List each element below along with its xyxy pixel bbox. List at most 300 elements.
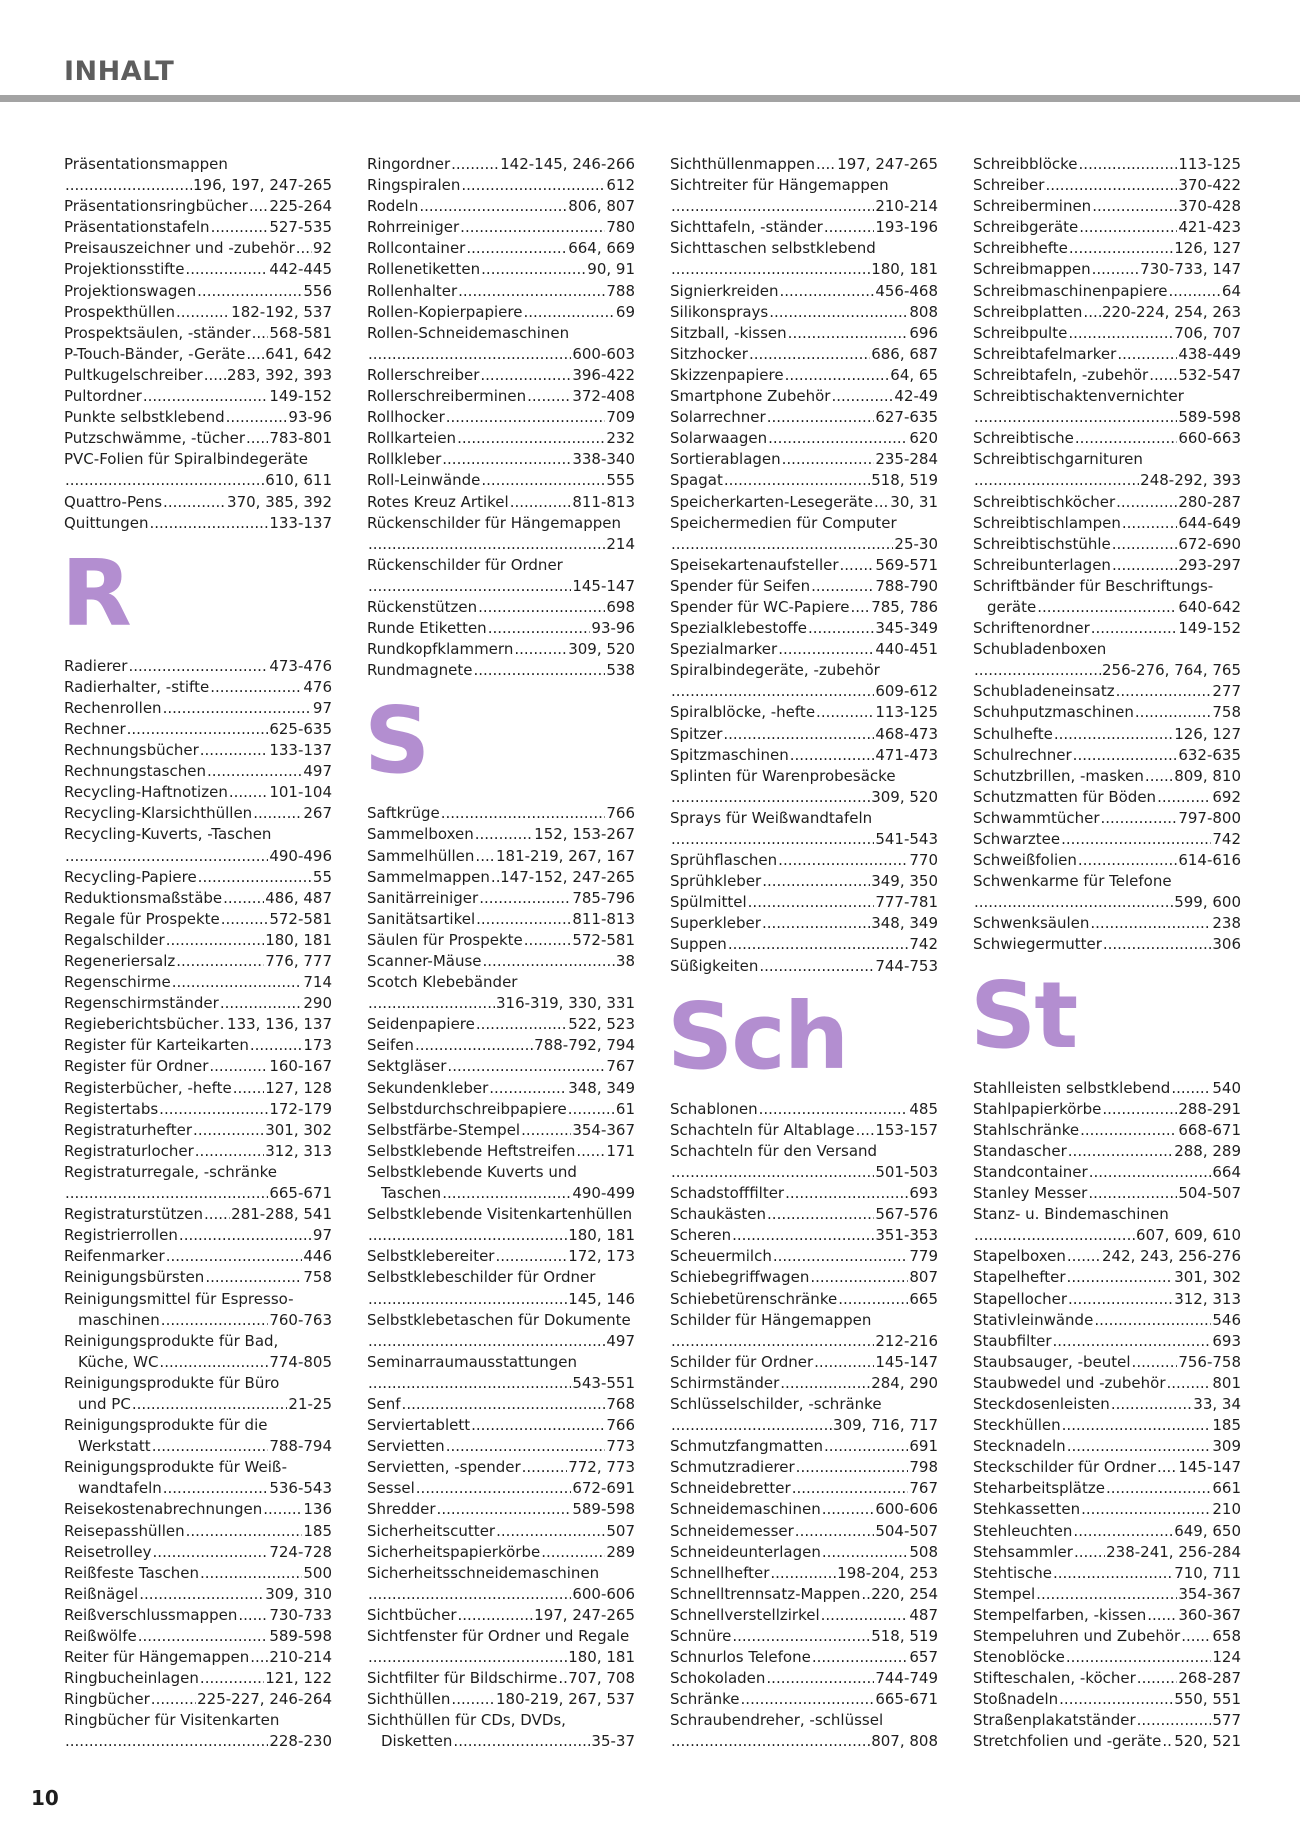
entry-leader-dots <box>576 1141 605 1162</box>
entry-pages: 90, 91 <box>587 260 635 279</box>
entry-line <box>973 808 1241 829</box>
entry-pages: 485 <box>909 1099 938 1118</box>
entry-line <box>64 1626 332 1647</box>
entry-leader-dots <box>163 492 226 513</box>
entry-term: Seminarraumausstattungen <box>367 1352 578 1371</box>
entry-leader-dots <box>479 888 571 909</box>
entry-term: Schmutzradierer <box>670 1458 795 1477</box>
entry-leader-dots <box>778 639 874 660</box>
entry-pages: 641, 642 <box>265 344 332 363</box>
entry-term: Sichtfenster für Ordner und Regale <box>367 1627 630 1645</box>
entry-leader-dots <box>1054 724 1173 745</box>
entry-line <box>670 724 938 745</box>
entry-line <box>973 1542 1241 1563</box>
entry-line <box>64 993 332 1014</box>
entry-leader-dots <box>808 618 874 639</box>
header-title: INHALT <box>64 56 175 87</box>
entry-pages: 538 <box>606 661 635 680</box>
section-letter: St <box>970 961 1077 1069</box>
entry-term: Spiralbindegeräte, -zubehör <box>670 661 880 680</box>
entry-leader-dots <box>368 576 571 597</box>
entry-line <box>64 1078 332 1099</box>
entry-pages: 504-507 <box>1178 1184 1241 1203</box>
entry-term: Regenschirme <box>64 973 171 992</box>
index-entry <box>670 597 938 618</box>
entry-leader-dots <box>974 470 1139 491</box>
entry-pages: 627-635 <box>875 408 938 427</box>
entry-leader-dots <box>1067 1267 1174 1288</box>
entry-term: Rechnungsbücher <box>64 741 199 760</box>
entry-pages: 214 <box>606 534 635 553</box>
index-entry <box>973 365 1241 386</box>
entry-line <box>973 1457 1241 1478</box>
index-entry <box>64 449 332 491</box>
entry-term: Rollen-Kopierpapiere <box>367 302 523 321</box>
entry-line <box>367 1457 635 1478</box>
index-entry <box>670 1499 938 1520</box>
entry-pages: 768 <box>606 1394 635 1413</box>
index-entry <box>64 1078 332 1099</box>
entry-term: Speichermedien für Computer <box>670 513 897 532</box>
entry-pages: 724-728 <box>269 1542 332 1561</box>
entry-line <box>670 1436 938 1457</box>
entry-term: Schachteln für den Versand <box>670 1141 878 1160</box>
index-entry <box>367 1204 635 1246</box>
entry-term: Schreibtafelmarker <box>973 344 1117 363</box>
entry-pages: 198-204, 253 <box>837 1563 938 1582</box>
index-column-4 <box>970 154 1241 1753</box>
index-entry <box>670 1352 938 1373</box>
entry-leader-dots <box>780 1373 870 1394</box>
index-entry <box>670 1183 938 1204</box>
entry-leader-dots <box>524 930 572 951</box>
index-entry <box>973 576 1241 618</box>
entry-leader-dots <box>416 1478 572 1499</box>
entry-pages: 780 <box>606 218 635 237</box>
entry-leader-dots <box>974 1225 1135 1246</box>
entry-leader-dots <box>1062 1415 1212 1436</box>
entry-term: Sprays für Weißwandtafeln <box>670 808 873 827</box>
entry-line <box>367 428 635 449</box>
entry-leader-dots <box>541 1542 605 1563</box>
entry-pages: 289 <box>606 1542 635 1561</box>
index-entry <box>670 576 938 597</box>
index-entry <box>973 259 1241 280</box>
entry-term: Schlüsselschilder, -schränke <box>670 1394 882 1413</box>
entry-term: Schablonen <box>670 1099 758 1118</box>
entry-leader-dots <box>161 1310 269 1331</box>
entry-leader-dots <box>447 1056 605 1077</box>
entry-line <box>367 1605 635 1626</box>
index-entry <box>367 660 635 681</box>
entry-leader-dots <box>788 323 909 344</box>
entry-leader-dots <box>785 1183 908 1204</box>
entry-term: Reisetrolley <box>64 1542 152 1561</box>
entry-pages: 744-749 <box>875 1669 938 1688</box>
entry-pages: 600-606 <box>875 1500 938 1519</box>
entry-term: Registraturhefter <box>64 1120 193 1139</box>
entry-leader-dots <box>1081 1499 1211 1520</box>
index-entry <box>670 175 938 217</box>
entry-term: Selbstklebetaschen für Dokumente <box>367 1310 631 1329</box>
entry-leader-dots <box>185 259 268 280</box>
entry-pages: 773 <box>606 1437 635 1456</box>
entry-term: Reiter für Hängemappen <box>64 1648 250 1667</box>
index-entry <box>367 1605 635 1626</box>
index-entry <box>670 1373 938 1394</box>
entry-term: Rechenrollen <box>64 698 162 717</box>
entry-leader-dots <box>481 470 605 491</box>
entry-pages: 649, 650 <box>1174 1521 1241 1540</box>
entry-term: Sicherheitspapierkörbe <box>367 1542 541 1561</box>
index-entry <box>670 1689 938 1710</box>
index-entry <box>64 909 332 930</box>
entry-line <box>64 492 332 513</box>
entry-term: Rollerschreiber <box>367 365 480 384</box>
entry-pages: 248-292, 393 <box>1140 471 1241 490</box>
entry-line <box>64 407 332 428</box>
entry-line <box>670 344 938 365</box>
entry-leader-dots <box>179 1225 312 1246</box>
entry-leader-dots <box>151 1689 196 1710</box>
entry-pages: 807 <box>909 1268 938 1287</box>
index-entry <box>670 1563 938 1584</box>
entry-line <box>973 1689 1241 1710</box>
entry-term: Rückenschilder für Ordner <box>367 555 563 574</box>
index-entry <box>64 951 332 972</box>
index-entry <box>64 1099 332 1120</box>
entry-term: Regale für Prospekte <box>64 909 220 928</box>
entry-term: Signierkreiden <box>670 281 779 300</box>
entry-line <box>973 1436 1241 1457</box>
entry-term: Regeneriersalz <box>64 952 176 970</box>
entry-line <box>973 1731 1241 1752</box>
entry-pages: 238 <box>1212 914 1241 933</box>
entry-term: Schuhputzmaschinen <box>973 703 1134 722</box>
index-entry <box>64 1289 332 1331</box>
entry-leader-dots <box>252 323 269 344</box>
entry-page-line <box>670 787 938 808</box>
entry-pages: 212-216 <box>875 1331 938 1350</box>
index-entry <box>64 1035 332 1056</box>
entry-leader-dots <box>419 196 567 217</box>
entry-pages: 614-616 <box>1178 851 1241 870</box>
entry-continuation-line <box>64 1394 332 1415</box>
entry-term: Schwenksäulen <box>973 914 1090 933</box>
index-entry <box>367 1563 635 1605</box>
entry-pages: 290 <box>303 994 332 1013</box>
page-number: 10 <box>31 1786 59 1810</box>
entry-leader-dots <box>163 698 312 719</box>
entry-term: Präsentationstafeln <box>64 218 210 237</box>
entry-pages: 93-96 <box>288 408 332 427</box>
entry-line <box>973 1394 1241 1415</box>
entry-pages: 142-145, 246-266 <box>500 155 635 173</box>
entry-pages: 569-571 <box>875 555 938 574</box>
entry-term: Schnellverstellzirkel <box>670 1605 820 1624</box>
entry-line <box>64 1668 332 1689</box>
index-columns <box>61 154 1241 1753</box>
entry-line <box>64 217 332 238</box>
index-entry <box>973 386 1241 428</box>
index-entry <box>670 1710 938 1752</box>
entry-leader-dots <box>1137 1710 1212 1731</box>
index-entry <box>973 1331 1241 1352</box>
entry-pages: 730-733, 147 <box>1140 260 1241 279</box>
index-entry <box>973 196 1241 217</box>
entry-term: Schriftbänder für Beschriftungs- <box>973 576 1214 595</box>
entry-pages: 610, 611 <box>265 471 332 490</box>
index-entry <box>670 766 938 808</box>
entry-leader-dots <box>480 365 571 386</box>
entry-pages: 306 <box>1212 935 1241 954</box>
index-entry <box>64 1141 332 1162</box>
entry-line <box>367 1056 635 1077</box>
entry-pages: 471-473 <box>875 745 938 764</box>
index-entry <box>670 217 938 238</box>
entry-term: Regenschirmständer <box>64 994 219 1013</box>
entry-pages: 182-192, 537 <box>231 302 332 321</box>
entry-line <box>973 1310 1241 1331</box>
entry-leader-dots <box>767 407 875 428</box>
entry-term: Rollkarteien <box>367 429 457 448</box>
index-entry <box>973 808 1241 829</box>
index-entry <box>367 1352 635 1394</box>
entry-pages: 589-598 <box>1178 408 1241 427</box>
entry-leader-dots <box>1094 1310 1211 1331</box>
entry-leader-dots <box>1073 1521 1173 1542</box>
entry-term: Selbstklebeschilder für Ordner <box>367 1268 596 1287</box>
entry-leader-dots <box>1075 428 1177 449</box>
entry-line <box>670 745 938 766</box>
entry-term: Spezialklebestoffe <box>670 619 807 638</box>
entry-pages: 776, 777 <box>265 952 332 970</box>
entry-leader-dots <box>514 639 567 660</box>
entry-line <box>64 930 332 951</box>
entry-pages: 497 <box>303 762 332 781</box>
entry-leader-dots <box>759 956 874 977</box>
index-entry <box>973 1689 1241 1710</box>
entry-page-line <box>367 1331 635 1352</box>
entry-pages: 709 <box>606 408 635 427</box>
entry-pages: 657 <box>909 1648 938 1667</box>
entry-term: Schreibtischaktenvernichter <box>973 387 1184 406</box>
entry-pages: 64, 65 <box>890 365 938 384</box>
index-entry <box>670 1457 938 1478</box>
index-entry <box>973 1183 1241 1204</box>
entry-leader-dots <box>856 1120 875 1141</box>
entry-term: Schulhefte <box>973 724 1053 743</box>
entry-leader-dots <box>1092 259 1140 280</box>
index-entry <box>973 1204 1241 1246</box>
entry-pages: 396-422 <box>572 365 635 384</box>
entry-pages: 710, 711 <box>1174 1563 1241 1582</box>
index-entry <box>64 719 332 740</box>
entry-pages: 772, 773 <box>568 1458 635 1477</box>
entry-term: Reinigungsprodukte für Büro <box>64 1373 280 1392</box>
entry-leader-dots <box>671 196 874 217</box>
entry-line <box>973 217 1241 238</box>
entry-leader-dots <box>1145 766 1173 787</box>
index-entry <box>64 1267 332 1288</box>
entry-term: Schreibunterlagen <box>973 555 1111 574</box>
entry-term: Schokoladen <box>670 1669 766 1688</box>
index-entry <box>64 1373 332 1415</box>
entry-line <box>670 1183 938 1204</box>
entry-line <box>973 1141 1241 1162</box>
index-entry <box>670 724 938 745</box>
entry-leader-dots <box>1103 934 1211 955</box>
entry-pages: 808 <box>909 302 938 321</box>
entry-term: Stifteschalen, -köcher <box>973 1669 1136 1688</box>
entry-leader-dots <box>476 1014 567 1035</box>
entry-pages: 288-291 <box>1178 1099 1241 1118</box>
entry-line <box>64 1120 332 1141</box>
index-entry <box>670 1141 938 1183</box>
entry-pages: 228-230 <box>269 1732 332 1751</box>
entry-term: Sichttaschen selbstklebend <box>670 239 876 258</box>
entry-line <box>973 618 1241 639</box>
entry-pages: 309, 310 <box>265 1584 332 1603</box>
entry-line <box>64 1056 332 1077</box>
index-entry <box>64 1246 332 1267</box>
entry-pages: 756-758 <box>1178 1352 1241 1371</box>
entry-leader-dots <box>402 1394 606 1415</box>
entry-pages: 172, 173 <box>568 1247 635 1266</box>
index-entry <box>64 993 332 1014</box>
index-entry <box>973 1731 1241 1752</box>
entry-leader-dots <box>246 344 264 365</box>
index-entry <box>973 428 1241 449</box>
index-entry <box>367 824 635 845</box>
index-entry <box>670 1289 938 1310</box>
index-entry <box>367 1394 635 1415</box>
entry-leader-dots <box>223 888 264 909</box>
entry-page-line <box>367 1289 635 1310</box>
entry-pages: 698 <box>606 597 635 616</box>
entry-term: Skizzenpapiere <box>670 365 784 384</box>
entry-pages: 665 <box>909 1289 938 1308</box>
entry-term: Projektionswagen <box>64 281 197 300</box>
entry-pages: 30, 31 <box>890 492 938 511</box>
entry-line <box>670 1521 938 1542</box>
entry-leader-dots <box>824 217 874 238</box>
entry-pages: 742 <box>1212 830 1241 848</box>
entry-line <box>670 1099 938 1120</box>
entry-pages: 532-547 <box>1178 365 1241 384</box>
entry-leader-dots <box>65 846 268 867</box>
entry-line <box>670 956 938 977</box>
entry-leader-dots <box>475 846 495 867</box>
index-entry <box>64 930 332 951</box>
index-entry <box>670 871 938 892</box>
entry-line <box>670 1373 938 1394</box>
entry-line <box>367 1542 635 1563</box>
entry-line <box>64 888 332 909</box>
entry-line <box>64 1014 332 1035</box>
entry-pages: 607, 609, 610 <box>1136 1226 1241 1245</box>
entry-term: Registraturstützen <box>64 1205 203 1224</box>
entry-term: Selbstdurchschreibpapiere <box>367 1099 567 1118</box>
entry-line <box>973 1373 1241 1394</box>
entry-page-line <box>670 534 938 555</box>
entry-term: Stehleuchten <box>973 1521 1073 1540</box>
entry-term: Schreibmaschinenpapiere <box>973 281 1168 300</box>
entry-term: Standcontainer <box>973 1162 1088 1181</box>
index-entry <box>367 909 635 930</box>
index-entry <box>670 1605 938 1626</box>
entry-term: Schneidemesser <box>670 1521 794 1540</box>
entry-pages: 121, 122 <box>265 1669 332 1688</box>
index-entry <box>64 1499 332 1520</box>
entry-line <box>64 1584 332 1605</box>
entry-leader-dots <box>671 259 870 280</box>
entry-term: Spiralblöcke, -hefte <box>670 703 816 722</box>
entry-term-continued: Disketten <box>381 1732 453 1751</box>
entry-pages: 497 <box>606 1331 635 1350</box>
index-entry <box>670 1267 938 1288</box>
index-entry <box>670 555 938 576</box>
entry-leader-dots <box>1059 1689 1173 1710</box>
entry-leader-dots <box>229 782 268 803</box>
entry-term: Rollen-Schneidemaschinen <box>367 323 570 342</box>
index-entry <box>670 702 938 723</box>
entry-term: Schwenkarme für Telefone <box>973 872 1172 891</box>
entry-term: Ringbücher <box>64 1690 150 1709</box>
entry-leader-dots <box>741 1689 875 1710</box>
entry-term: Stempelfarben, -kissen <box>973 1605 1147 1624</box>
entry-term: Rollcontainer <box>367 239 466 258</box>
entry-line <box>670 1267 938 1288</box>
entry-leader-dots <box>368 534 605 555</box>
entry-line <box>670 1647 938 1668</box>
entry-page-line <box>367 1584 635 1605</box>
section-letter: R <box>61 539 132 647</box>
index-entry <box>64 1710 332 1752</box>
entry-leader-dots <box>1037 597 1177 618</box>
entry-term: Stecknadeln <box>973 1437 1066 1456</box>
entry-leader-dots <box>451 154 499 175</box>
entry-pages: 225-227, 246-264 <box>197 1690 332 1709</box>
entry-term: Scotch Klebebänder <box>367 973 518 992</box>
index-entry <box>367 196 635 217</box>
index-entry <box>973 238 1241 259</box>
entry-line <box>367 1415 635 1436</box>
entry-line <box>670 702 938 723</box>
entry-leader-dots <box>166 1246 303 1267</box>
entry-pages: 238-241, 256-284 <box>1106 1542 1241 1561</box>
index-entry <box>367 867 635 888</box>
index-entry <box>973 1584 1241 1605</box>
entry-leader-dots <box>1053 1563 1173 1584</box>
entry-term: Reinigungsbürsten <box>64 1268 205 1287</box>
entry-term: Sanitärreiniger <box>367 888 479 907</box>
entry-leader-dots <box>475 824 533 845</box>
entry-term: Quattro-Pens <box>64 492 163 511</box>
index-entry <box>973 1162 1241 1183</box>
entry-term: Schreibplatten <box>973 302 1083 321</box>
entry-line <box>367 930 635 951</box>
entry-leader-dots <box>246 428 268 449</box>
entry-leader-dots <box>1090 913 1211 934</box>
index-entry <box>973 449 1241 491</box>
entry-pages: 180-219, 267, 537 <box>495 1690 635 1709</box>
entry-page-line <box>64 470 332 491</box>
entry-term: Register für Karteikarten <box>64 1036 249 1055</box>
entry-leader-dots <box>458 281 605 302</box>
entry-leader-dots <box>471 1415 605 1436</box>
entry-line <box>670 871 938 892</box>
